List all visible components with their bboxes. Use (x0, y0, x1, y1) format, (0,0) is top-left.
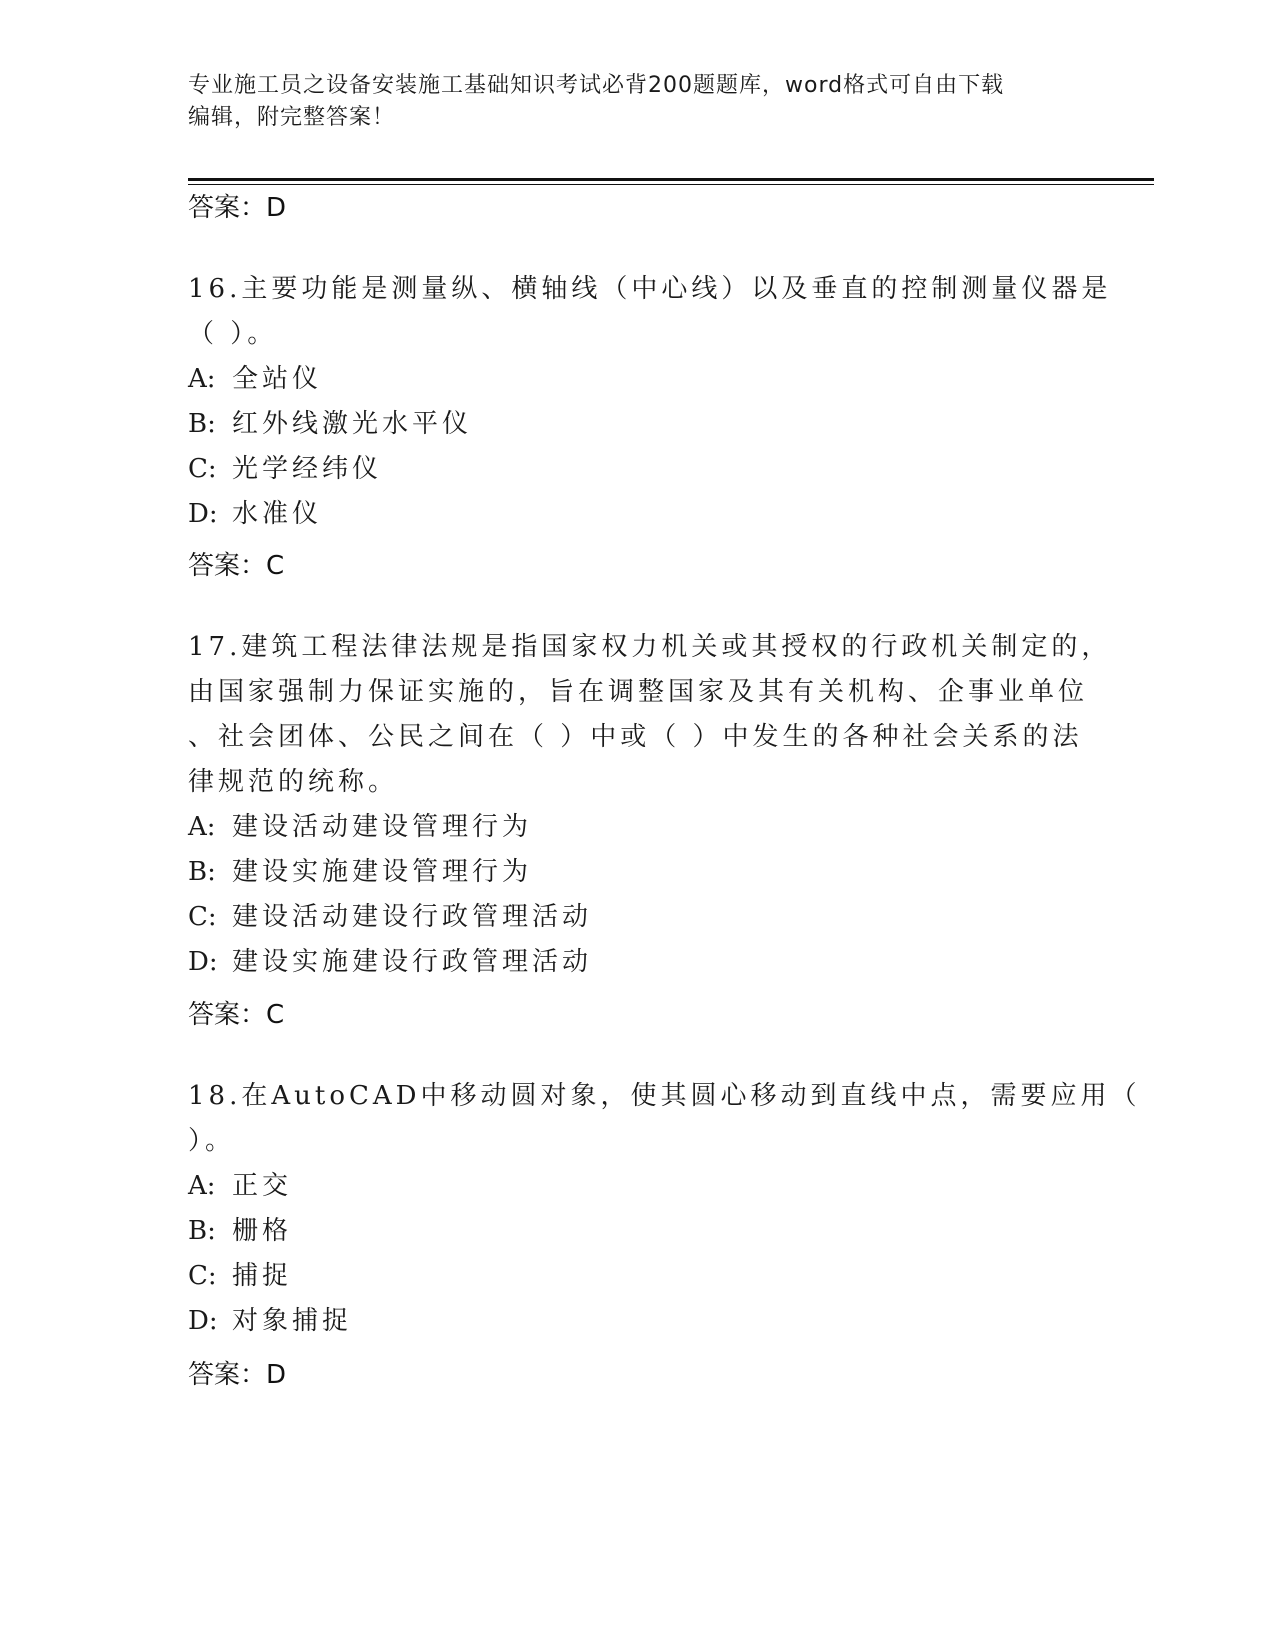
option-text: 全站仪 (232, 364, 323, 394)
option-text: 栅格 (232, 1216, 293, 1246)
question-17-answer: 答案：C (188, 1000, 285, 1030)
option-b (188, 402, 1088, 447)
option-key: D: (188, 1306, 218, 1336)
header-divider-thin (188, 184, 1154, 185)
option-key: C: (188, 902, 217, 932)
option-key: A: (188, 812, 216, 842)
option-d (188, 940, 1088, 985)
document-header (188, 70, 1088, 134)
question-18-answer: 答案：D (188, 1360, 287, 1390)
option-key: B: (188, 857, 216, 887)
option-key: A: (188, 1171, 216, 1201)
question-stem-line: 律规范的统称。 (188, 767, 399, 797)
question-stem-line: 由国家强制力保证实施的，旨在调整国家及其有关机构、企事业单位 (188, 677, 1089, 707)
option-key: A: (188, 364, 216, 394)
question-stem (188, 625, 1112, 805)
question-stem-line: 16.主要功能是测量纵、横轴线（中心线）以及垂直的控制测量仪器是 (188, 274, 1112, 304)
option-text: 建设实施建设管理行为 (232, 857, 533, 887)
question-stem-line: 、社会团体、公民之间在（ ）中或（ ）中发生的各种社会关系的法 (188, 722, 1083, 752)
option-a (188, 1164, 1088, 1209)
option-text: 水准仪 (232, 499, 323, 529)
option-key: D: (188, 499, 218, 529)
option-text: 光学经纬仪 (232, 454, 383, 484)
question-16 (188, 267, 1112, 537)
option-text: 对象捕捉 (232, 1306, 353, 1336)
option-a (188, 805, 1088, 850)
question-stem (188, 267, 1112, 357)
header-title-line-1: 专业施工员之设备安装施工基础知识考试必背200题题库，word格式可自由下载 (188, 73, 1005, 98)
option-key: D: (188, 947, 218, 977)
option-c (188, 447, 1088, 492)
question-stem-line: 18.在AutoCAD中移动圆对象，使其圆心移动到直线中点，需要应用（ (188, 1081, 1141, 1111)
question-18 (188, 1074, 1141, 1344)
question-16-answer: 答案：C (188, 551, 285, 581)
option-c (188, 1254, 1088, 1299)
option-key: C: (188, 1261, 217, 1291)
option-text: 建设活动建设管理行为 (232, 812, 533, 842)
option-text: 捕捉 (232, 1261, 293, 1291)
option-text: 建设活动建设行政管理活动 (232, 902, 593, 932)
option-key: B: (188, 409, 216, 439)
option-d (188, 492, 1088, 537)
question-stem-line: 17.建筑工程法律法规是指国家权力机关或其授权的行政机关制定的， (188, 632, 1112, 662)
option-a (188, 357, 1088, 402)
previous-question-answer: 答案：D (188, 193, 287, 223)
question-stem-line: ）。 (188, 1126, 236, 1156)
header-divider-thick (188, 178, 1154, 181)
option-text: 红外线激光水平仪 (232, 409, 473, 439)
option-key: C: (188, 454, 217, 484)
option-text: 建设实施建设行政管理活动 (232, 947, 593, 977)
question-17 (188, 625, 1112, 985)
question-stem-line: （ ）。 (188, 319, 278, 349)
header-title-line-2: 编辑，附完整答案！ (188, 105, 396, 130)
question-stem (188, 1074, 1141, 1164)
option-key: B: (188, 1216, 216, 1246)
option-b (188, 850, 1088, 895)
option-text: 正交 (232, 1171, 293, 1201)
option-c (188, 895, 1088, 940)
option-d (188, 1299, 1088, 1344)
option-b (188, 1209, 1088, 1254)
